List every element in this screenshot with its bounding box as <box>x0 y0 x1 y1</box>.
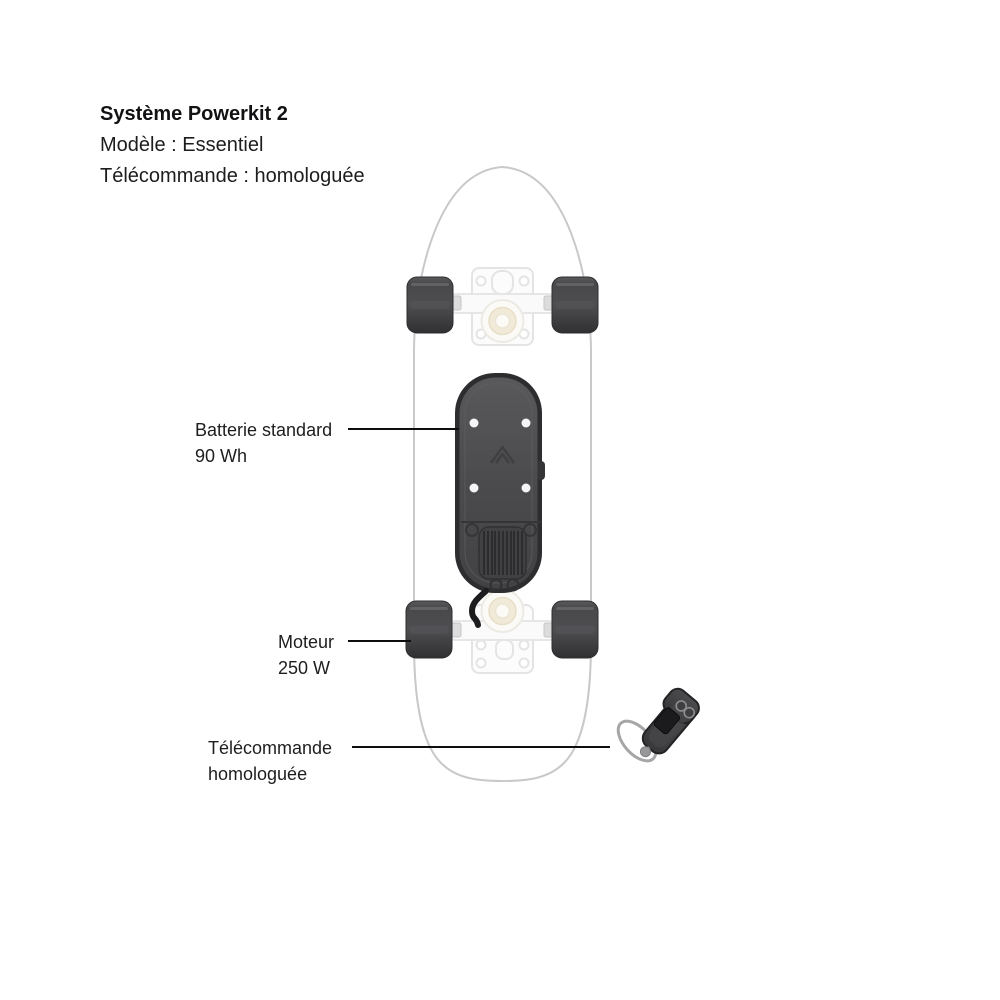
remote-control-icon <box>611 685 702 767</box>
battery-callout <box>195 417 332 469</box>
front-left-wheel-icon <box>407 277 453 333</box>
remote-callout-name: Télécommande <box>208 738 333 758</box>
motor-callout <box>278 629 334 681</box>
remote-line: Télécommande : homologuée <box>100 165 365 187</box>
header-block <box>100 99 365 192</box>
battery-callout-value: 90 Wh <box>195 446 248 466</box>
rear-left-motor-wheel-icon <box>406 601 452 658</box>
remote-callout-value: homologuée <box>208 764 308 784</box>
battery-callout-name: Batterie standard <box>195 420 333 440</box>
rear-right-wheel-icon <box>552 601 598 658</box>
motor-callout-name: Moteur <box>278 632 335 652</box>
remote-callout <box>208 735 332 787</box>
page-title: Système Powerkit 2 <box>100 103 288 125</box>
motor-callout-value: 250 W <box>278 658 331 678</box>
model-line: Modèle : Essentiel <box>100 134 264 156</box>
front-right-wheel-icon <box>552 277 598 333</box>
vent-grille-icon <box>479 527 526 579</box>
battery-unit-icon <box>455 373 545 593</box>
